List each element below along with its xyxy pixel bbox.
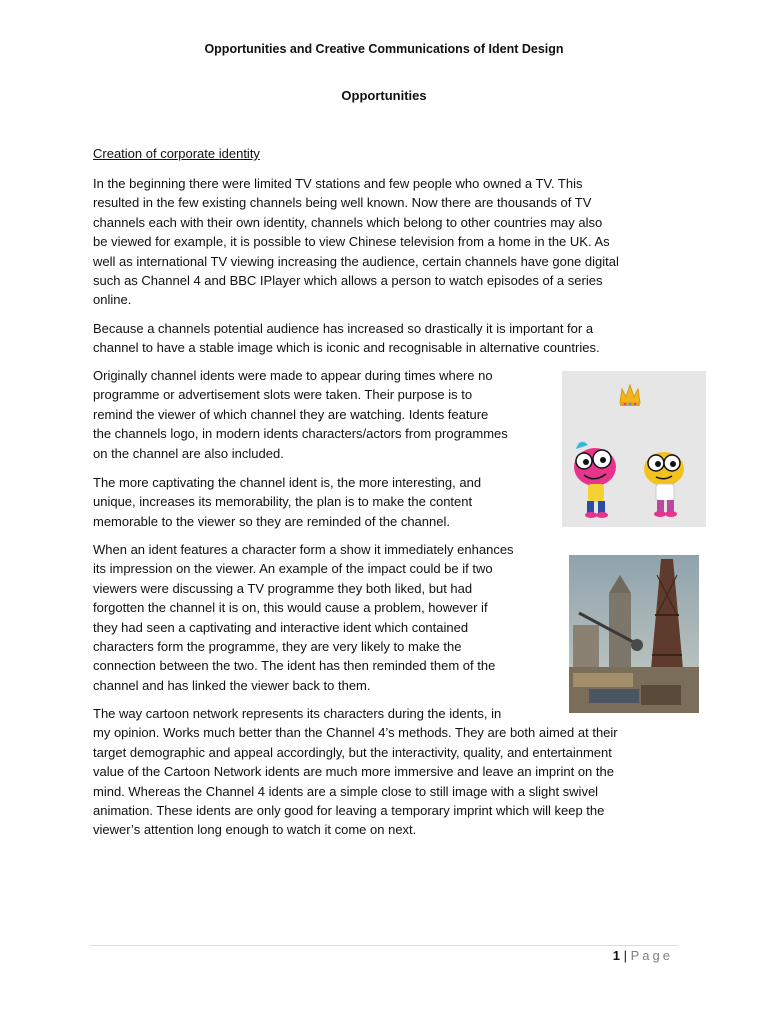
paragraph-line: online.: [93, 292, 132, 308]
paragraph-line: forgotten the channel it is on, this would cause a problem, however if: [93, 600, 488, 616]
paragraph-4: [93, 473, 481, 531]
paragraph-line: channels each with their own identity, channels which belong to other countries may also: [93, 214, 603, 230]
paragraph-line: channel to have a stable image which is iconic and recognisable in alternative countries.: [93, 340, 600, 356]
paragraph-line: When an ident features a character form a show it immediately enhances: [93, 542, 514, 557]
page-number: 1: [612, 948, 621, 963]
tower-scene-image: [569, 555, 699, 713]
paragraph-line: animation. These idents are only good for leaving a temporary imprint which will keep the: [93, 803, 605, 819]
paragraph-line: connection between the two. The ident has then reminded them of the: [93, 658, 496, 674]
paragraph-line: The more captivating the channel ident is, the more interesting, and: [93, 475, 482, 490]
paragraph-line: they had seen a captivating and interactive ident which contained: [93, 619, 469, 635]
paragraph-line: my opinion. Works much better than the Channel 4’s methods. They are both aimed at their: [93, 725, 618, 741]
paragraph-line: target demographic and appeal accordingly, but the interactivity, quality, and entertainment: [93, 744, 612, 760]
paragraph-line: on the channel are also included.: [93, 445, 284, 461]
paragraph-line: unique, increases its memorability, the plan is to make the content: [93, 494, 473, 510]
paragraph-line: The way cartoon network represents its characters during the idents, in: [93, 706, 502, 721]
page-label: Page: [630, 948, 673, 963]
paragraph-line: mind. Whereas the Channel 4 idents are a simple close to still image with a slight swivel: [93, 783, 599, 799]
paragraph-line: resulted in the few existing channels being well known. Now there are thousands of TV: [93, 195, 592, 211]
paragraph-6: [93, 704, 618, 840]
tower-scene-illustration: [569, 555, 699, 713]
paragraph-line: viewer’s attention long enough to watch it come on next.: [93, 822, 417, 838]
page-title: Opportunities: [341, 88, 427, 103]
footer-separator: |: [620, 948, 631, 963]
paragraph-line: programme or advertisement slots were taken. Their purpose is to: [93, 387, 473, 403]
section-heading: Creation of corporate identity: [93, 146, 260, 161]
paragraph-line: memorable to the viewer so they are reminded of the channel.: [93, 513, 450, 529]
paragraph-line: be viewed for example, it is possible to view Chinese television from a home in the UK. As: [93, 234, 610, 250]
paragraph-line: remind the viewer of which channel they are watching. Idents feature: [93, 406, 489, 422]
paragraph-3: [93, 366, 508, 463]
paragraph-2: [93, 319, 600, 358]
cartoon-characters-illustration: [562, 371, 706, 527]
paragraph-line: Originally channel idents were made to appear during times where no: [93, 368, 493, 383]
paragraph-line: Because a channels potential audience has increased so drastically it is important for a: [93, 321, 594, 336]
paragraph-1: [93, 174, 619, 310]
paragraph-line: value of the Cartoon Network idents are much more immersive and leave an imprint on the: [93, 764, 614, 780]
page-footer: [613, 948, 673, 963]
paragraph-line: the channels logo, in modern idents characters/actors from programmes: [93, 426, 508, 442]
document-header: Opportunities and Creative Communications of Ident Design: [204, 42, 564, 56]
cartoon-characters-image: [562, 371, 706, 527]
paragraph-line: such as Channel 4 and BBC IPlayer which allows a person to watch episodes of a series: [93, 273, 603, 289]
paragraph-line: its impression on the viewer. An example of the impact could be if two: [93, 561, 493, 577]
paragraph-5: [93, 540, 514, 695]
paragraph-line: In the beginning there were limited TV stations and few people who owned a TV. This: [93, 176, 583, 191]
footer-divider: [90, 945, 678, 946]
paragraph-line: well as international TV viewing increasing the audience, certain channels have gone digital: [93, 253, 619, 269]
paragraph-line: channel and has linked the viewer back to them.: [93, 677, 371, 693]
paragraph-line: characters form the programme, they are very likely to make the: [93, 639, 462, 655]
paragraph-line: viewers were discussing a TV programme they both liked, but had: [93, 580, 473, 596]
